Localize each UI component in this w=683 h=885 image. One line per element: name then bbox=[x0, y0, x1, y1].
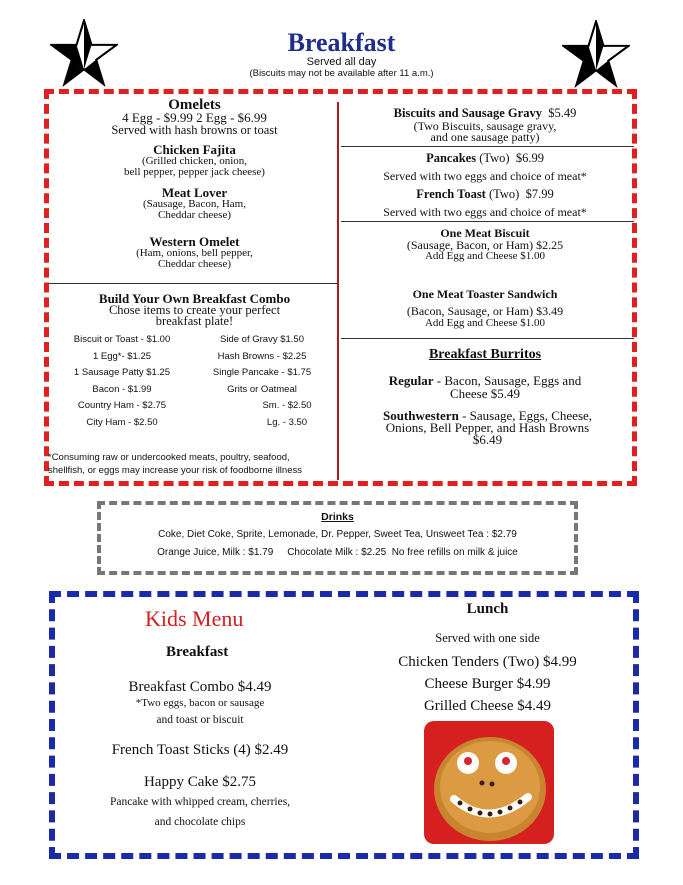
regular-burrito-name: Regular bbox=[388, 373, 434, 388]
divider bbox=[341, 338, 634, 339]
southwestern-burrito-price: $6.49 bbox=[472, 432, 503, 447]
divider bbox=[49, 283, 337, 284]
combo-item: Hash Browns - $2.25 bbox=[217, 351, 307, 362]
pancakes-name: Pancakes bbox=[426, 151, 477, 165]
omelet-desc: bell pepper, pepper jack cheese) bbox=[124, 166, 265, 178]
regular-burrito-desc: - Bacon, Sausage, Eggs and bbox=[433, 373, 582, 388]
omelets-prices: 4 Egg - $9.99 2 Egg - $6.99 bbox=[122, 110, 267, 125]
french-toast-price: $7.99 bbox=[525, 187, 554, 201]
one-meat-biscuit-name: One Meat Biscuit bbox=[440, 226, 530, 240]
one-meat-biscuit-desc: (Sausage, Bacon, or Ham) $2.25 bbox=[406, 238, 564, 252]
omelet-desc: (Ham, onions, bell pepper, bbox=[136, 247, 253, 259]
gravy-desc: (Two Biscuits, sausage gravy, bbox=[413, 119, 557, 133]
kids-combo-desc: *Two eggs, bacon or sausage bbox=[135, 697, 265, 709]
food-safety-warning: shellfish, or eggs may increase your risk of foodborne illness bbox=[48, 465, 302, 476]
combo-item: Grits or Oatmeal bbox=[227, 384, 297, 395]
omelet-name: Western Omelet bbox=[149, 234, 240, 249]
southwestern-burrito-name: Southwestern bbox=[382, 408, 459, 423]
kids-combo-desc: and toast or biscuit bbox=[156, 714, 244, 726]
gravy-name: Biscuits and Sausage Gravy bbox=[393, 106, 542, 120]
happy-cake-illustration bbox=[424, 721, 554, 844]
drinks-line: Orange Juice, Milk : $1.79 Chocolate Milk : $2.25 No free refills on milk & juice bbox=[157, 547, 518, 558]
biscuit-availability-note: (Biscuits may not be available after 11 a.m.) bbox=[249, 68, 434, 79]
pancakes-qty: (Two) bbox=[479, 151, 510, 165]
omelet-desc: Cheddar cheese) bbox=[158, 258, 231, 270]
kids-happy-cake-desc: Pancake with whipped cream, cherries, bbox=[109, 796, 291, 808]
french-toast-qty: (Two) bbox=[488, 187, 520, 201]
lunch-item: Chicken Tenders (Two) $4.99 bbox=[398, 654, 577, 670]
gravy-price: $5.49 bbox=[548, 106, 577, 120]
toaster-sandwich-desc: (Bacon, Sausage, or Ham) $3.49 bbox=[406, 304, 564, 318]
burritos-heading: Breakfast Burritos bbox=[428, 347, 542, 362]
drinks-heading: Drinks bbox=[321, 511, 354, 523]
combo-item: Biscuit or Toast - $1.00 bbox=[73, 334, 171, 345]
lunch-item: Grilled Cheese $4.49 bbox=[423, 698, 552, 714]
served-all-day-text: Served all day bbox=[306, 56, 377, 68]
combo-item: Side of Gravy $1.50 bbox=[220, 334, 304, 345]
star-icon-right bbox=[562, 20, 630, 88]
combo-item: Sm. - $2.50 bbox=[262, 400, 312, 411]
french-toast-title bbox=[340, 187, 630, 202]
drinks-line: Coke, Diet Coke, Sprite, Lemonade, Dr. Pepper, Sweet Tea, Unsweet Tea : $2.79 bbox=[158, 529, 517, 540]
omelet-name: Meat Lover bbox=[161, 185, 228, 200]
kids-happy-cake: Happy Cake $2.75 bbox=[143, 774, 257, 790]
combo-heading: Build Your Own Breakfast Combo bbox=[98, 291, 291, 306]
pancakes-served: Served with two eggs and choice of meat* bbox=[383, 169, 587, 183]
combo-item: Bacon - $1.99 bbox=[92, 384, 152, 395]
pancakes-price: $6.99 bbox=[515, 151, 544, 165]
one-meat-biscuit-add: Add Egg and Cheese $1.00 bbox=[424, 250, 546, 262]
combo-item: City Ham - $2.50 bbox=[86, 417, 158, 428]
kids-breakfast-combo: Breakfast Combo $4.49 bbox=[128, 679, 272, 695]
happy-cake-photo bbox=[424, 721, 554, 844]
combo-item: Lg. - 3.50 bbox=[266, 417, 308, 428]
divider bbox=[341, 146, 634, 147]
southwestern-burrito-desc: Onions, Bell Pepper, and Hash Browns bbox=[385, 420, 590, 435]
food-safety-warning: *Consuming raw or undercooked meats, poultry, seafood, bbox=[48, 452, 290, 463]
kids-menu-title: Kids Menu bbox=[145, 606, 244, 631]
combo-item: Country Ham - $2.75 bbox=[77, 400, 167, 411]
omelet-desc: (Grilled chicken, onion, bbox=[141, 155, 248, 167]
pancakes-title bbox=[340, 151, 630, 166]
combo-subtitle: breakfast plate! bbox=[155, 314, 234, 328]
kids-breakfast-heading: Breakfast bbox=[166, 644, 229, 660]
page-title: Breakfast bbox=[287, 28, 396, 57]
combo-item: 1 Egg*- $1.25 bbox=[92, 351, 152, 362]
lunch-heading: Lunch bbox=[466, 601, 509, 617]
divider bbox=[341, 221, 634, 222]
omelets-heading: Omelets bbox=[168, 97, 221, 113]
french-toast-served: Served with two eggs and choice of meat* bbox=[383, 205, 587, 219]
omelets-served-with: Served with hash browns or toast bbox=[111, 123, 278, 137]
southwestern-burrito-desc: - Sausage, Eggs, Cheese, bbox=[458, 408, 593, 423]
combo-item: 1 Sausage Patty $1.25 bbox=[73, 367, 171, 378]
gravy-desc: and one sausage patty) bbox=[430, 130, 540, 144]
lunch-served-with: Served with one side bbox=[435, 631, 540, 645]
french-toast-name: French Toast bbox=[416, 187, 486, 201]
regular-burrito bbox=[340, 374, 630, 400]
combo-item: Single Pancake - $1.75 bbox=[212, 367, 312, 378]
combo-subtitle: Chose items to create your perfect bbox=[108, 303, 281, 317]
southwestern-burrito bbox=[340, 410, 635, 446]
toaster-sandwich-name: One Meat Toaster Sandwich bbox=[412, 287, 558, 301]
star-icon-left bbox=[50, 19, 118, 87]
lunch-item: Cheese Burger $4.99 bbox=[424, 676, 551, 692]
toaster-sandwich-add: Add Egg and Cheese $1.00 bbox=[424, 317, 546, 329]
omelet-name: Chicken Fajita bbox=[153, 142, 236, 157]
omelet-desc: (Sausage, Bacon, Ham, bbox=[143, 198, 246, 210]
kids-french-toast-sticks: French Toast Sticks (4) $2.49 bbox=[111, 742, 289, 758]
regular-burrito-desc: Cheese $5.49 bbox=[449, 386, 521, 401]
kids-happy-cake-desc: and chocolate chips bbox=[154, 816, 246, 828]
omelet-desc: Cheddar cheese) bbox=[158, 209, 231, 221]
